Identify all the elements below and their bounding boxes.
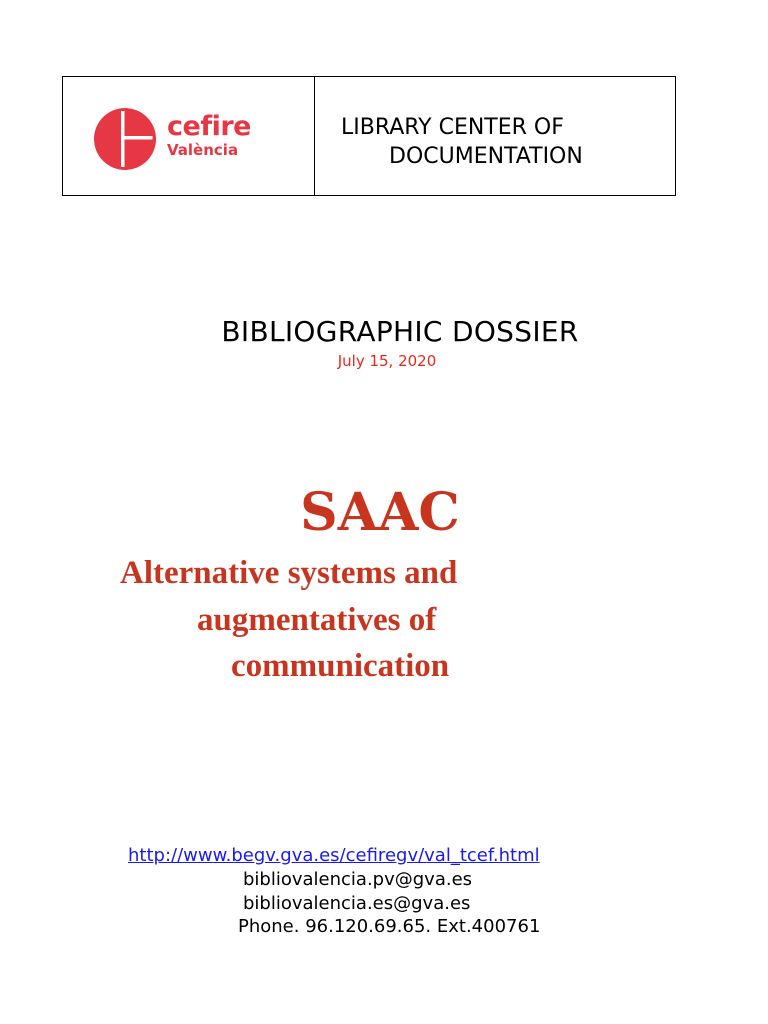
logo-name: cefire [167, 111, 251, 142]
subtitle-line-2: augmentatives of [197, 602, 437, 638]
website-link[interactable]: http://www.begv.gva.es/cefiregv/val_tcef.html [128, 845, 540, 866]
phone-number: Phone. 96.120.69.65. Ext.400761 [238, 916, 541, 937]
dossier-heading: BIBLIOGRAPHIC DOSSIER [221, 315, 579, 348]
library-title-line1: LIBRARY CENTER OF [341, 115, 564, 140]
header-box [62, 76, 676, 196]
email-pv: bibliovalencia.pv@gva.es [243, 869, 473, 890]
library-title-line2: DOCUMENTATION [389, 144, 583, 169]
subtitle-line-1: Alternative systems and [120, 555, 458, 591]
logo-cell [63, 77, 315, 195]
cefire-logo-icon [93, 107, 157, 171]
logo-region: València [167, 141, 239, 159]
dossier-date: July 15, 2020 [337, 352, 437, 370]
subtitle-line-3: communication [231, 648, 450, 684]
library-title-cell [315, 77, 675, 195]
document-title: SAAC [300, 482, 460, 543]
email-es: bibliovalencia.es@gva.es [243, 893, 471, 914]
logo-text [167, 113, 251, 159]
